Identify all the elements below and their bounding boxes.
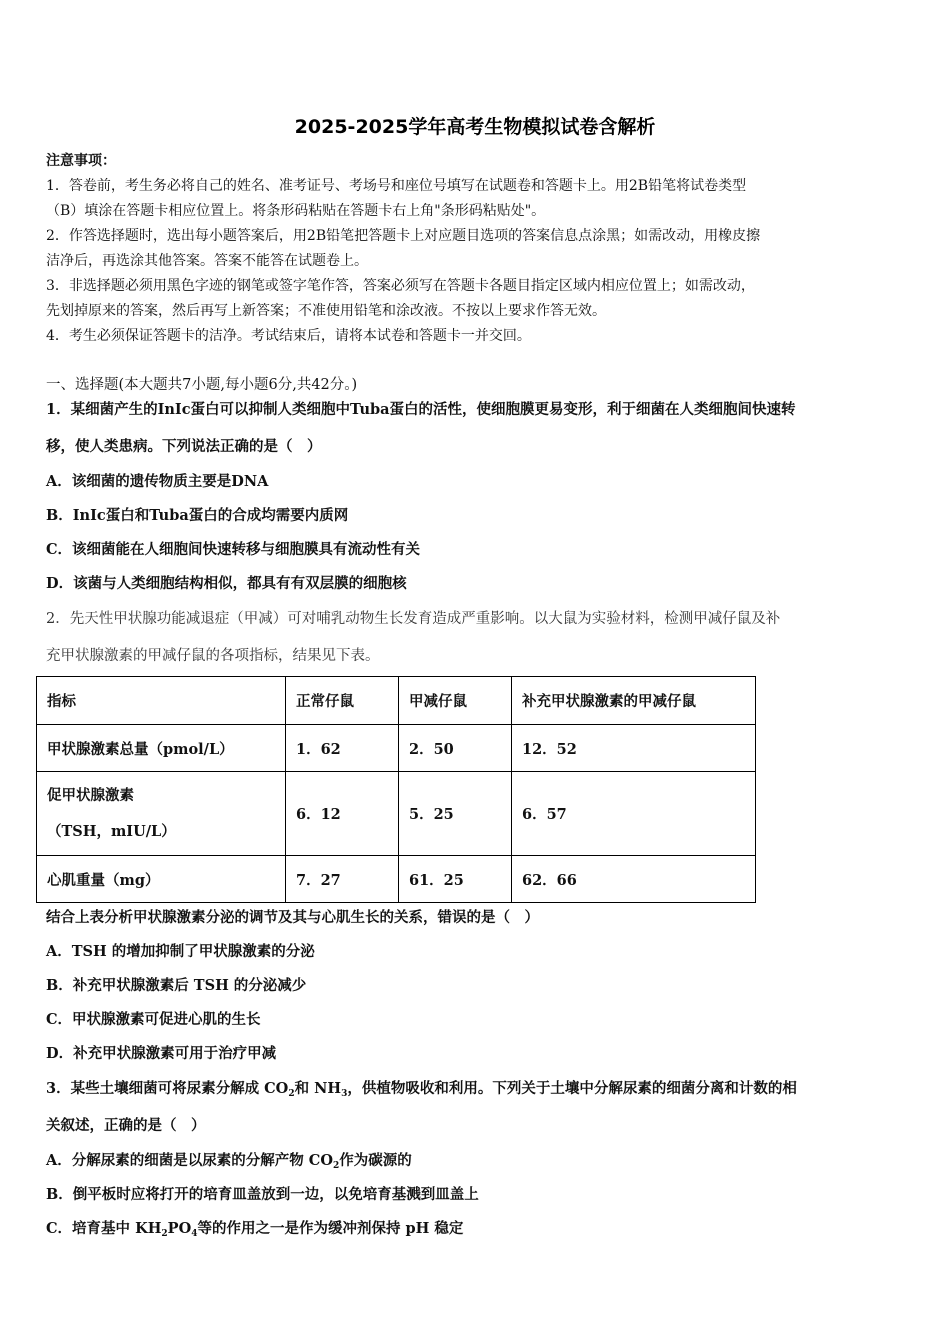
table-cell: 心肌重量（mg） (37, 856, 286, 903)
table-header-cell: 正常仔鼠 (286, 677, 399, 725)
table-cell: 61．25 (399, 856, 512, 903)
table-row (37, 856, 756, 903)
q3-stem: 关叙述，正确的是（ ） (46, 1117, 206, 1134)
table-cell: 62．66 (512, 856, 756, 903)
table-header-cell: 甲减仔鼠 (399, 677, 512, 725)
q3-stem-part: 3．某些土壤细菌可将尿素分解成 CO (46, 1080, 289, 1097)
table-cell: 2．50 (399, 725, 512, 772)
section-heading: 一、选择题(本大题共7小题,每小题6分,共42分。) (46, 377, 358, 393)
q2-stem: 充甲状腺激素的甲减仔鼠的各项指标，结果见下表。 (46, 648, 380, 664)
table-row (37, 772, 756, 856)
notice-line: 4．考生必须保证答题卡的洁净。考试结束后，请将本试卷和答题卡一并交回。 (46, 328, 531, 344)
q1-stem: 移，使人类患病。下列说法正确的是（ ） (46, 438, 322, 455)
q2-question: 结合上表分析甲状腺激素分泌的调节及其与心肌生长的关系，错误的是（ ） (46, 909, 539, 926)
notice-line: 1．答卷前，考生务必将自己的姓名、准考证号、考场号和座位号填写在试题卷和答题卡上。用2B铅笔将试卷类型 (46, 178, 747, 194)
table-cell: 5．25 (399, 772, 512, 856)
q3-stem-part: 和 NH (294, 1080, 342, 1097)
q2-option-b: B．补充甲状腺激素后 TSH 的分泌减少 (46, 977, 307, 994)
subscript: 4 (191, 1229, 198, 1239)
q1-option-a: A．该细菌的遗传物质主要是DNA (46, 473, 269, 490)
notice-line: 洁净后，再选涂其他答案。答案不能答在试题卷上。 (46, 253, 368, 269)
page-title: 2025-2025学年高考生物模拟试卷含解析 (294, 116, 656, 138)
table-header-row (37, 677, 756, 725)
q3-stem (46, 1079, 797, 1104)
q3-option-c-part: C．培育基中 KH (46, 1220, 162, 1237)
table-header-cell: 补充甲状腺激素的甲减仔鼠 (512, 677, 756, 725)
notice-line: 3．非选择题必须用黑色字迹的钢笔或签字笔作答，答案必须写在答题卡各题目指定区域内相应位置上；如需改动， (46, 278, 755, 294)
table-cell: 甲状腺激素总量（pmol/L） (37, 725, 286, 772)
notice-line: 2．作答选择题时，选出每小题答案后，用2B铅笔把答题卡上对应题目选项的答案信息点涂黑；如需改动，用橡皮擦 (46, 228, 761, 244)
q3-option-c-part: PO (167, 1220, 192, 1237)
table-cell: 7．27 (286, 856, 399, 903)
q1-option-c: C．该细菌能在人细胞间快速转移与细胞膜具有流动性有关 (46, 541, 421, 558)
table-header-cell: 指标 (37, 677, 286, 725)
table-cell (37, 772, 286, 856)
q3-option-a (46, 1151, 412, 1176)
q1-stem: 1．某细菌产生的InIc蛋白可以抑制人类细胞中Tuba蛋白的活性，使细胞膜更易变形，利于细菌在人类细胞间快速转 (46, 401, 796, 418)
table-row (37, 725, 756, 772)
notice-heading: 注意事项： (46, 153, 116, 169)
q2-option-c: C．甲状腺激素可促进心肌的生长 (46, 1011, 261, 1028)
results-table (36, 676, 756, 903)
q3-option-a-part: 作为碳源的 (339, 1152, 412, 1169)
q1-option-b: B．InIc蛋白和Tuba蛋白的合成均需要内质网 (46, 507, 349, 524)
table-cell: 6．57 (512, 772, 756, 856)
table-cell: 12．52 (512, 725, 756, 772)
table-cell: 6．12 (286, 772, 399, 856)
q3-option-a-part: A．分解尿素的细菌是以尿素的分解产物 CO (46, 1152, 333, 1169)
q3-option-c-part: 等的作用之一是作为缓冲剂保持 pH 稳定 (197, 1220, 464, 1237)
q2-stem: 2．先天性甲状腺功能减退症（甲减）可对哺乳动物生长发育造成严重影响。以大鼠为实验材料，检测甲减仔鼠及补 (46, 611, 781, 627)
q3-option-b: B．倒平板时应将打开的培育皿盖放到一边，以免培育基溅到皿盖上 (46, 1186, 479, 1203)
q2-option-d: D．补充甲状腺激素可用于治疗甲减 (46, 1045, 277, 1062)
subscript: 3 (341, 1089, 348, 1099)
q3-option-c (46, 1219, 463, 1244)
table-cell: 1．62 (286, 725, 399, 772)
table-cell-label: （TSH，mIU/L） (47, 822, 176, 840)
q1-option-d: D．该菌与人类细胞结构相似，都具有有双层膜的细胞核 (46, 575, 407, 592)
table-cell-label: 促甲状腺激素 (47, 786, 134, 804)
notice-line: 先划掉原来的答案，然后再写上新答案；不准使用铅笔和涂改液。不按以上要求作答无效。 (46, 303, 606, 319)
subscript: 2 (161, 1229, 168, 1239)
q3-stem-part: ，供植物吸收和利用。下列关于土壤中分解尿素的细菌分离和计数的相 (347, 1080, 797, 1097)
q2-option-a: A．TSH 的增加抑制了甲状腺激素的分泌 (46, 943, 315, 960)
subscript: 2 (332, 1161, 340, 1171)
subscript: 2 (288, 1089, 295, 1099)
notice-line: （B）填涂在答题卡相应位置上。将条形码粘贴在答题卡右上角"条形码粘贴处"。 (46, 203, 546, 219)
